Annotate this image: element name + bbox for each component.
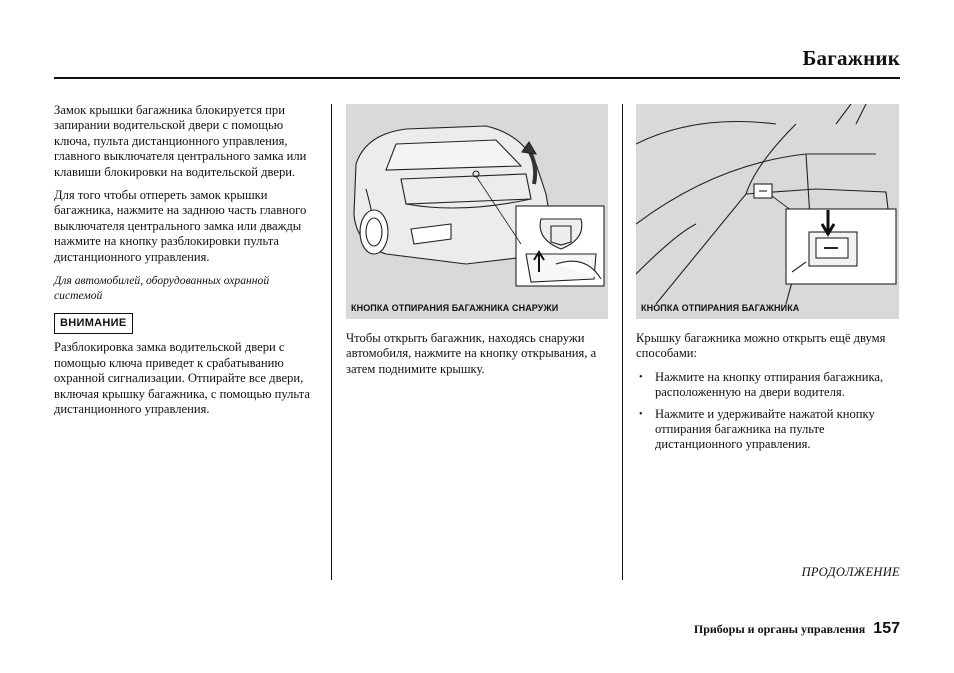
right-text bbox=[636, 331, 899, 459]
warning-text: Разблокировка замка водительской двери с помощью ключа приведет к срабатыванию охранной сигнализации. Отпирайте все двери, включая крышку багажника, с помощью пульта дистанционного управления. bbox=[54, 340, 310, 417]
left-column bbox=[54, 103, 319, 426]
page-number: 157 bbox=[873, 620, 900, 637]
page-footer bbox=[694, 620, 900, 638]
security-note: Для автомобилей, оборудованных охранной системой bbox=[54, 274, 270, 303]
list-item: • Нажмите на кнопку отпирания багажника, расположенную на двери водителя. bbox=[636, 370, 899, 401]
middle-text bbox=[346, 331, 608, 385]
trunk-outside-figure bbox=[346, 104, 608, 319]
bullet-list bbox=[636, 370, 899, 453]
page-title: Багажник bbox=[802, 46, 900, 70]
figure-caption: КНОПКА ОТПИРАНИЯ БАГАЖНИКА СНАРУЖИ bbox=[351, 303, 559, 313]
column-divider bbox=[622, 104, 623, 580]
continued-label: ПРОДОЛЖЕНИЕ bbox=[801, 565, 900, 579]
paragraph: Чтобы открыть багажник, находясь снаружи автомобиля, нажмите на кнопку открывания, а затем поднимите крышку. bbox=[346, 331, 597, 376]
paragraph: Крышку багажника можно открыть ещё двумя способами: bbox=[636, 331, 886, 361]
paragraph: Замок крышки багажника блокируется при запирании водительской двери с помощью ключа, пульта дистанционного управления, главного выключателя центрального замка или клавиши блокировки на водительской двери. bbox=[54, 103, 307, 179]
header-rule bbox=[54, 77, 900, 79]
column-divider bbox=[331, 104, 332, 580]
paragraph: Для того чтобы отпереть замок крышки багажника, нажмите на заднюю часть главного выключателя центрального замка или дважды нажмите на кнопку разблокировки пульта дистанционного управления. bbox=[54, 188, 307, 264]
driver-door-illustration bbox=[636, 104, 899, 319]
list-item: • Нажмите и удерживайте нажатой кнопку отпирания багажника на пульте дистанционного управления. bbox=[636, 407, 899, 453]
driver-door-figure bbox=[636, 104, 899, 319]
car-rear-illustration bbox=[346, 104, 608, 319]
figure-caption: КНОПКА ОТПИРАНИЯ БАГАЖНИКА bbox=[641, 303, 800, 313]
section-name: Приборы и органы управления bbox=[693, 622, 866, 636]
warning-label: ВНИМАНИЕ bbox=[54, 313, 133, 334]
